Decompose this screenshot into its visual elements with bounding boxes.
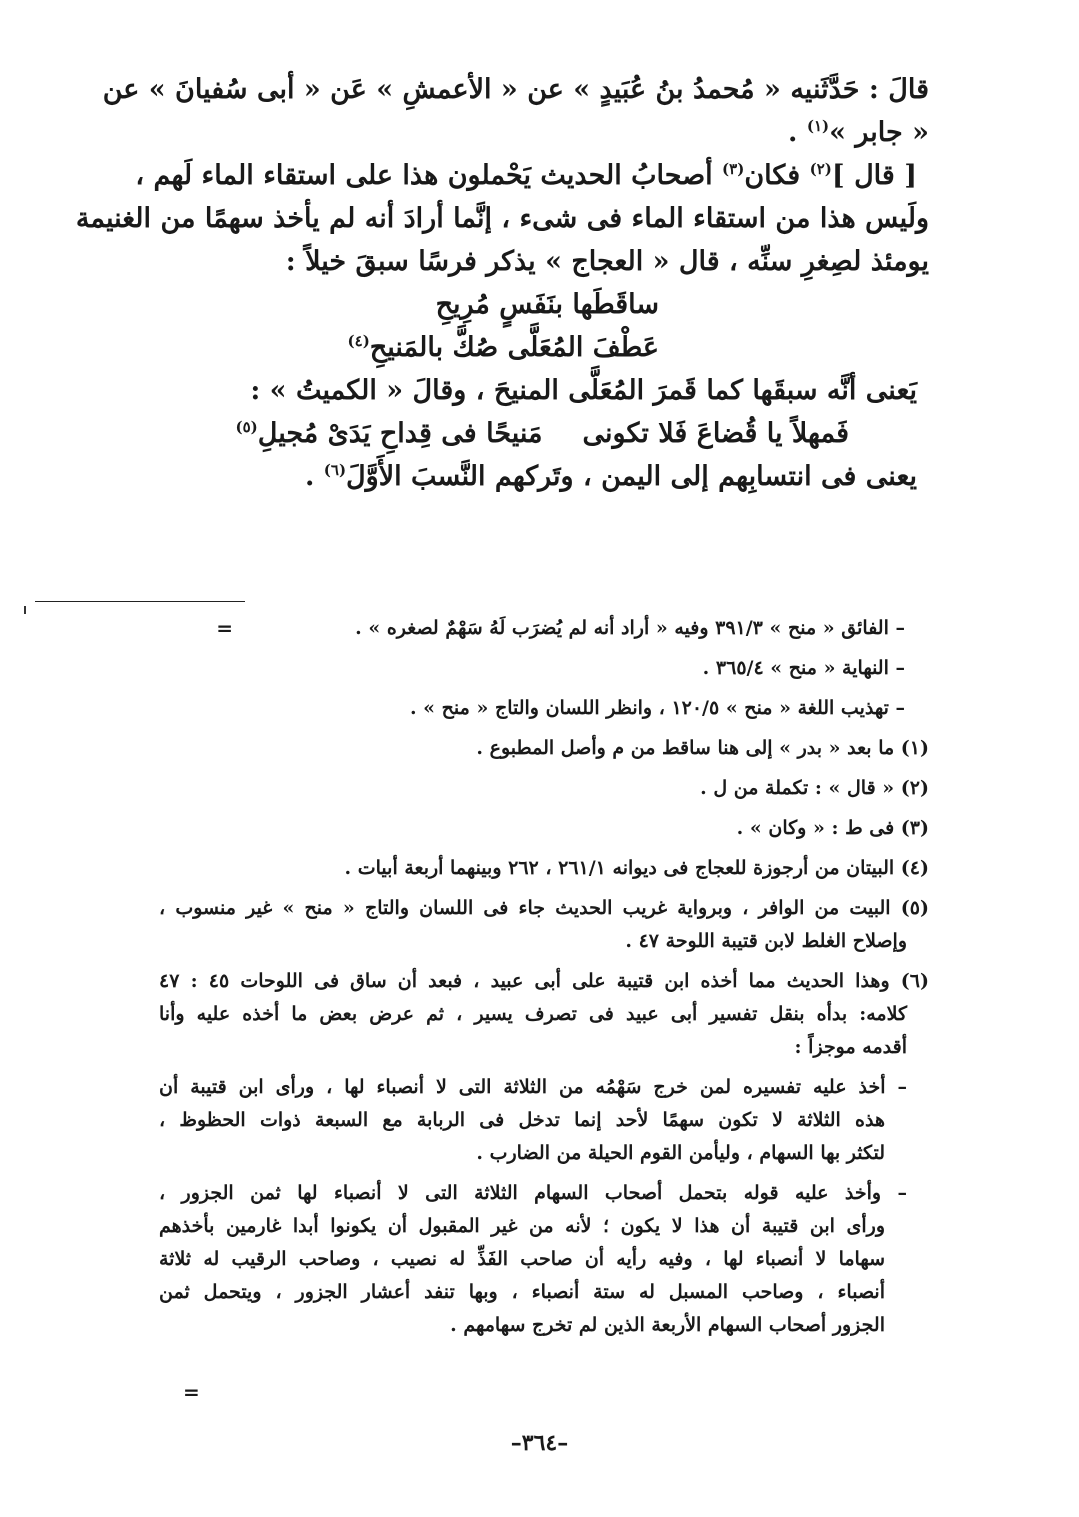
continuation-marker: = [216, 616, 233, 640]
footnote-ref: (٣) [722, 160, 745, 178]
note-line: أقدمه موجزاً : [794, 1036, 907, 1058]
note-line: (٣) فى ط : « وكان » . [736, 817, 929, 839]
text-span: يومئذ لصِغرِ سنِّه ، قال « العجاج » يذكر فرسًا سبقَ خيلاً : [285, 246, 929, 277]
hemistich: فَمهلاً يا قُضاعَ فَلا تكونى [582, 418, 849, 449]
text-line [102, 68, 929, 111]
note-line: ورأى ابن قتيبة أن هذا لا يكون ؛ لأنه من غير المقبول أن يكونوا أبدا غارمين بأخذهم [159, 1215, 885, 1237]
note-line: – تهذيب اللغة « منح » ١٢٠/٥ ، وانظر اللسان والتاج « منح » . [409, 697, 905, 719]
note-line: وإصلاح الغلط لابن قتيبة اللوحة ٤٧ . [625, 930, 907, 952]
footnote-ref: (٦) [323, 461, 347, 479]
page-number: –٣٦٤– [510, 1430, 569, 1456]
verse-line [159, 326, 929, 369]
footnote-1 [159, 732, 929, 765]
text-span: ساقَطَها بنَفَسٍ مُرِيحِ [435, 289, 659, 320]
note-line: سهاما لا أنصباء لها ، وفيه رأيه أن صاحب الفَذِّ له نصيب ، وصاحب الرقيب له ثلاثة [159, 1248, 885, 1270]
footnotes [159, 612, 929, 1349]
footnote-ref: (٢) [809, 160, 832, 178]
text-span: أصحابُ الحديث يَحْملون هذا على استقاء الماء لَهم ، [135, 160, 723, 191]
text-span: . [788, 117, 807, 148]
note-line: (٤) البيتان من أرجوزة للعجاج فى ديوانه ٢٦١/١ ، ٢٦٢ وبينهما أربعة أبيات . [344, 857, 929, 879]
note-line: الجزور أصحاب السهام الأربعة الذين لم تخرج سهامهم . [450, 1314, 885, 1336]
footnote-5 [159, 892, 929, 958]
note-line: هذه الثلاثة لا تكون سهمًا لأحد إنما تدخل فى الربابة مع السبعة ذوات الحظوظ ، [159, 1109, 885, 1131]
note-line: (٥) البيت من الوافر ، وبرواية غريب الحديث جاء فى اللسان والتاج « منح » غير منسوب ، [159, 897, 929, 919]
text-line [75, 197, 929, 240]
main-text [75, 68, 929, 498]
text-line [159, 240, 929, 283]
footnote-separator [35, 601, 245, 602]
text-span: مَنيحًا فى قِداحِ يَدَىْ مُجيلِ [257, 418, 543, 449]
text-span: « جابر » [829, 117, 929, 148]
note-line: أنصباء ، وصاحب المسبل له ستة أنصباء ، وبها تنفد أعشار الجزور ، ويتحمل ثمن [159, 1281, 885, 1303]
footnote-4 [159, 852, 929, 885]
footnote-ref: (٥) [235, 418, 258, 436]
continuation-marker: = [183, 1380, 200, 1404]
footnote-6-point-1 [159, 1071, 929, 1170]
text-line [159, 369, 929, 412]
text-span: فكان [744, 160, 810, 191]
footnote-6-point-2 [159, 1177, 929, 1342]
footnote-2 [159, 772, 929, 805]
footnote-continuation [159, 692, 929, 725]
hemistich [235, 412, 542, 455]
footnote-continuation [159, 652, 929, 685]
text-line [159, 455, 929, 498]
text-span: عَطْفَ المُعَلَّى صُكَّ بالمَنيحِ [369, 332, 659, 363]
note-line: كلامه: بدأه بنقل تفسير أبى عبيد فى تصرف يسير ، ثم عرض بعض ما أخذه عليه وأنا [159, 1003, 907, 1025]
text-line [135, 154, 929, 197]
note-line: (٢) « قال » : تكملة من ل . [700, 777, 929, 799]
note-line: (١) ما بعد « بدر » إلى هنا ساقط من م وأصل المطبوع . [476, 737, 929, 759]
text-span: ولَيس هذا من استقاء الماء فى شىء ، إنَّما أرادَ أنه لم يأخذ سهمًا من الغنيمة [75, 203, 929, 234]
footnote-ref: (١) [806, 117, 830, 135]
note-line: لتكثر بها السهام ، وليأمن القوم الحيلة من الضارب . [476, 1142, 885, 1164]
text-span: [ قال ] [831, 160, 917, 191]
verse-line [159, 412, 929, 455]
text-span: قالَ : حَدَّثَنيه « مُحمدُ بنُ عُبَيدٍ » عن « الأعمشِ » عَن « أبى سُفيانَ » عن [102, 74, 929, 105]
text-line [159, 111, 929, 154]
note-line: – وأخذ عليه قوله بتحمل أصحاب السهام الثلاثة التى لا أنصباء لها ثمن الجزور ، [159, 1182, 907, 1204]
text-span: يَعنى أنَّه سبقَها كما قَمرَ المُعَلَّى المنيحَ ، وقالَ « الكميتُ » : [250, 375, 917, 406]
footnote-ref: (٤) [347, 332, 370, 350]
scan-speck [24, 606, 26, 614]
footnote-6 [159, 965, 929, 1064]
text-span: . [304, 461, 324, 492]
footnote-3 [159, 812, 929, 845]
footnote-continuation [159, 612, 929, 645]
text-span: يعنى فى انتسابِهم إلى اليمن ، وتَركهم النَّسبَ الأَوَّلَ [346, 461, 917, 492]
note-line: – الفائق « منح » ٣٩١/٣ وفيه « أراد أنه لم يُضرَب لَهُ سَهْمٌ لصغره » . [355, 617, 905, 639]
note-line: – النهاية « منح » ٣٦٥/٤ . [702, 657, 905, 679]
note-line: – أخذ عليه تفسيره لمن خرج سَهْمُه من الثلاثة التى لا أنصباء لها ، ورأى ابن قتيبة أن [159, 1076, 907, 1098]
verse-line [159, 283, 929, 326]
note-line: (٦) وهذا الحديث مما أخذه ابن قتيبة على أبى عبيد ، فبعد أن ساق فى اللوحات ٤٥ : ٤٧ [159, 970, 929, 992]
